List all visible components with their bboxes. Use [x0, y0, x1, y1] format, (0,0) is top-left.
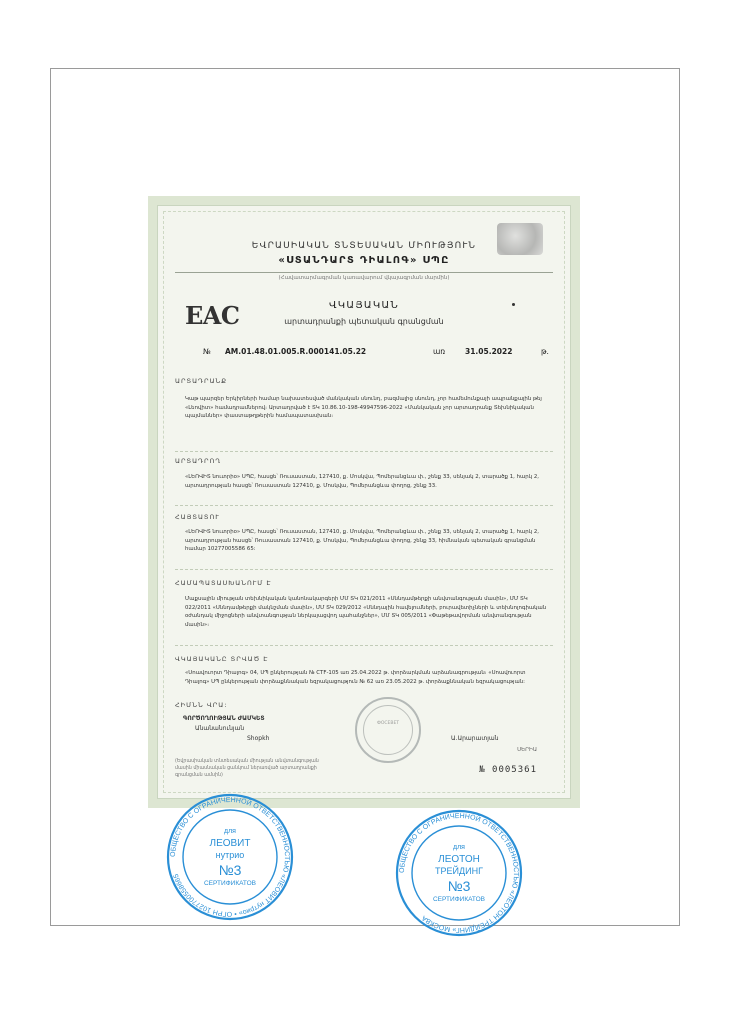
- company-stamp-leoton: [394, 808, 524, 938]
- valid-label: ՀԻՄՆՆ ՎՐԱ:: [175, 701, 228, 709]
- section-manufacturer-text: «ԼԵՈՎԻՏ նուտրիօ» ՍՊԸ, հասցե՝ Ռուսաստան, 127410, ք. Մոսկվա, Պոմերանցևա փ., շենք 33, սենյակ 2, տարածք 1, հարկ 2, արտադրության հասցե՝ Ռուսաստան 127410, ք. Մոսկվա, Պոմերանցևա փողոց, շենք 33.: [185, 474, 539, 489]
- certificate-title: ՎԿԱՅԱԿԱՆ: [328, 300, 400, 311]
- section-issued-label: ՎԿԱՅԱԿԱՆԸ ՏՐՎԱԾ Է: [175, 655, 269, 663]
- signer-name-left: Shopkh: [247, 735, 270, 742]
- stamp-outer-text: ОБЩЕСТВО С ОГРАНИЧЕННОЙ ОТВЕТСТВЕННОСТЬЮ «ЛЕОВИТ нутрио» • ОГРН 1027700558665: [169, 796, 291, 918]
- stamp-line5: СЕРТИФИКАТОВ: [203, 880, 256, 887]
- signer-name-right: Ա.Արարատյան: [451, 735, 499, 742]
- stamp-line4: №3: [218, 862, 242, 878]
- footnote: (Եվրասիական տնտեսական միության անվտանգության մասին միասնական ցանկում ներառված արտադրանքի գրանցման ամսին): [175, 759, 319, 778]
- section-issued-text: «Սոավուորտ Դիալոգ» 04, ՍՊ ընկերության № CTF-105 առ 25.04.2022 թ. փորձարկման արձանագրության։ «Սոավուորտ Դիալոգ» ՍՊ ընկերության փորձաքննական եզրակացություն № 62 առ 23.05.2022 թ. փորձաքննական եզրակացության:: [185, 670, 526, 685]
- stamp-line3: нутрио: [215, 850, 245, 860]
- section-product-text: Կաթ պարզեր Երկիրների համար նախատեսված մանկական սնունդ, բազմալից սնունդ, չոր համեմունքայի ապրանքային թեյ «Լեովիտ» համադրամներով։ Արտադրված է ՏԿ 10.86.10-198-49947596-2022 «Մանկական չոր արտադրանք Տեխնիկական պայմաններ» փաստաթղթերին համապատասխան։: [185, 396, 542, 420]
- series-label: ՍԵՐԻԱ: [517, 747, 537, 753]
- org-company-name: «ՍՏԱՆԴԱՐՏ ԴԻԱԼՈԳ» ՍՊԸ: [278, 255, 450, 266]
- section-applicant-label: ՀԱՅՏԱՏՈՒ: [175, 513, 220, 521]
- divider: [175, 451, 553, 452]
- stamp-line2: ЛЕОТОН: [438, 854, 480, 865]
- stamp-line3: ТРЕЙДИНГ: [435, 866, 483, 876]
- stamp-line1: для: [224, 828, 236, 835]
- divider: [175, 505, 553, 506]
- certificate-subtitle: արտադրանքի պետական գրանցման: [284, 317, 444, 326]
- official-seal: [355, 697, 421, 763]
- stamp-line1: для: [453, 844, 465, 851]
- divider: [175, 645, 553, 646]
- org-note: (Հավատարմագրման կառավարում վկայագրման մարմին): [278, 275, 450, 281]
- org-union-name: ԵՎՐԱՍԻԱԿԱՆ ՏՆՏԵՍԱԿԱՆ ՄԻՈՒԹՅՈՒՆ: [251, 241, 477, 251]
- date-label: առ: [433, 347, 446, 356]
- signer-role: Անանանունյան: [195, 725, 245, 732]
- certificate-date: 31.05.2022: [465, 347, 513, 356]
- divider: [175, 569, 553, 570]
- date-suffix: թ.: [541, 347, 549, 356]
- stamp-outer-text: ОБЩЕСТВО С ОГРАНИЧЕННОЙ ОТВЕТСТВЕННОСТЬЮ «ЛЕОТОН ТРЕЙДИНГ» МОСКВА: [398, 812, 520, 934]
- section-product-label: ԱՐՏԱԴՐԱՆՔ: [175, 377, 228, 385]
- certificate: [148, 196, 580, 808]
- stamp-line2: ЛЕОВИТ: [209, 838, 251, 849]
- divider: [175, 272, 553, 273]
- number-label: №: [203, 347, 211, 356]
- company-stamp-leovit: [165, 792, 295, 922]
- dot-mark: [512, 303, 515, 306]
- section-applicant-text: «ԼԵՈՎԻՏ նուտրիօ» ՍՊԸ, հասցե՝ Ռուսաստան, 127410, ք. Մոսկվա, Պոմերանցևա փ., շենք 33, սենյակ 2, տարածք 1, հարկ 2, արտադրության հասցե՝ Ռուսաստան 127410, ք. Մոսկվա, Պոմերանցևա փողոց, շենք 33, հիմնական պետական գրանցման համար 10277005586 65:: [185, 529, 539, 553]
- certificate-number: AM.01.48.01.005.R.000141.05.22: [225, 347, 367, 356]
- serial-number: № 0005361: [479, 765, 537, 775]
- section-compliance-label: ՀԱՄԱՊԱՏԱՍԽԱՆՈՒՄ Է: [175, 579, 272, 587]
- signer-title: ԳՈՐԾՈՂՈՒԹՅԱՆ ԺԱՄԿԵՏ: [183, 715, 265, 722]
- stamp-line4: №3: [447, 878, 471, 894]
- section-compliance-text: Մաքսային միության տեխնիկական կանոնակարգերի ՄՄ ՏԿ 021/2011 «Սննդամթերքի անվտանգության մասին», ՄՄ ՏԿ 022/2011 «Սննդամթերքի մակնշման մասին», ՄՄ ՏԿ 029/2012 «Սննդային հավելումների, բուրավետիչների և տեխնոլոգիական օժանդակ միջոցների անվտանգության ներկայացվող պահանջներ», ՄՄ ՏԿ 005/2011 «Փաթեթավորման անվտանգության մասին»։: [185, 596, 547, 628]
- eac-logo: ЕАС: [185, 301, 239, 330]
- stamp-line5: СЕРТИФИКАТОВ: [432, 896, 485, 903]
- section-manufacturer-label: ԱՐՏԱԴՐՈՂ: [175, 457, 222, 465]
- seal-text: ФОСЕВЕТ: [376, 721, 400, 726]
